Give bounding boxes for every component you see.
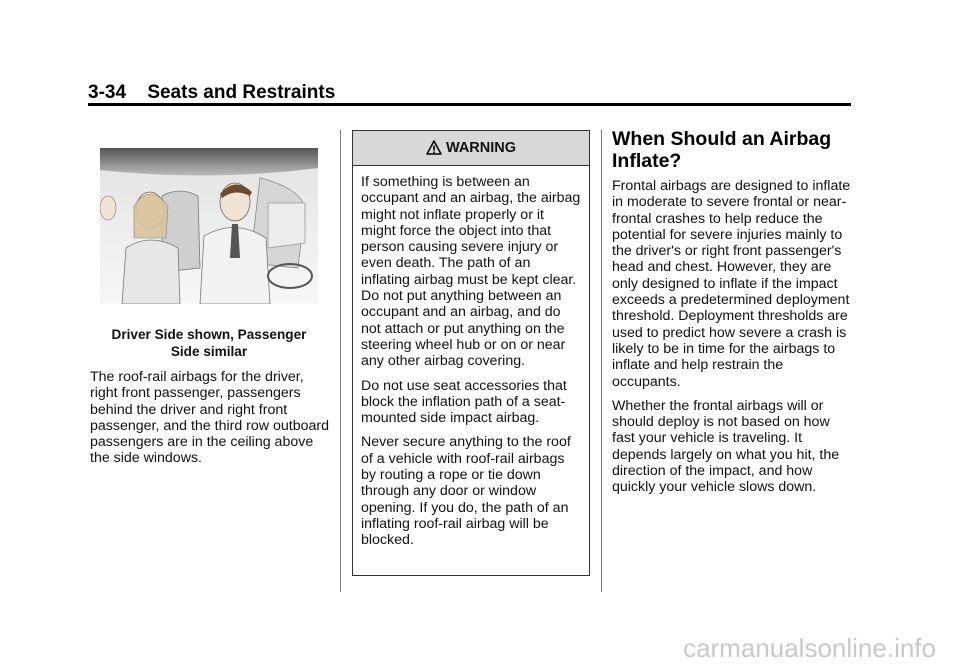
warning-box xyxy=(352,130,590,576)
section-title: Seats and Restraints xyxy=(147,82,336,103)
left-column xyxy=(90,369,330,475)
deployment-paragraph: Whether the frontal airbags will or should deploy is not based on how fast your vehicle is traveling. It depends largely on what you hit, the direction of the impact, and how quickly your vehicle slows down. xyxy=(612,397,840,496)
right-column xyxy=(612,178,852,504)
warning-paragraph-2: Do not use seat accessories that block the inflation path of a seat-mounted side impact airbag. xyxy=(361,377,567,427)
warning-paragraph-3: Never secure anything to the roof of a vehicle with roof-rail airbags by routing a rope or tie down through any door or window opening. If you do, the path of an inflating roof-rail airbag will be blocked. xyxy=(361,434,571,549)
warning-body xyxy=(353,166,589,549)
warning-paragraph-1: If something is between an occupant and an airbag, the airbag might not inflate properly or it might force the object into that person causing severe injury or even death. The path of an inflating airbag must be kept clear. Do not put anything between an occupant and an airbag, and do not attach or put anything on the steering wheel hub or on or near any other airbag covering. xyxy=(361,174,581,370)
header-rule xyxy=(88,103,851,106)
warning-triangle-icon xyxy=(426,140,442,156)
page-number: 3-34 xyxy=(88,82,127,103)
column-divider-left xyxy=(340,130,341,592)
frontal-airbags-paragraph: Frontal airbags are designed to inflate in moderate to severe frontal or near-frontal crashes to help reduce the potential for severe injuries mainly to the driver's or right front passenger's head and chest. However, they are only designed to inflate if the impact exceeds a predetermined deployment threshold. Deployment thresholds are used to predict how severe a crash is likely to be in time for the airbags to inflate and help restrain the occupants. xyxy=(612,178,851,390)
warning-title: WARNING xyxy=(445,140,517,156)
illustration-caption: Driver Side shown, Passenger Side similar xyxy=(111,327,307,359)
column-divider-right xyxy=(601,130,602,592)
warning-header xyxy=(353,131,589,166)
page-header xyxy=(88,82,335,104)
roof-rail-airbag-illustration xyxy=(100,148,318,304)
section-heading: When Should an Airbag Inflate? xyxy=(612,128,832,172)
watermark: carmanualsonline.info xyxy=(683,633,936,663)
roof-rail-paragraph: The roof-rail airbags for the driver, right front passenger, passengers behind the driver and right front passenger, and the third row outboard passengers are in the ceiling above the side windows. xyxy=(90,369,329,467)
